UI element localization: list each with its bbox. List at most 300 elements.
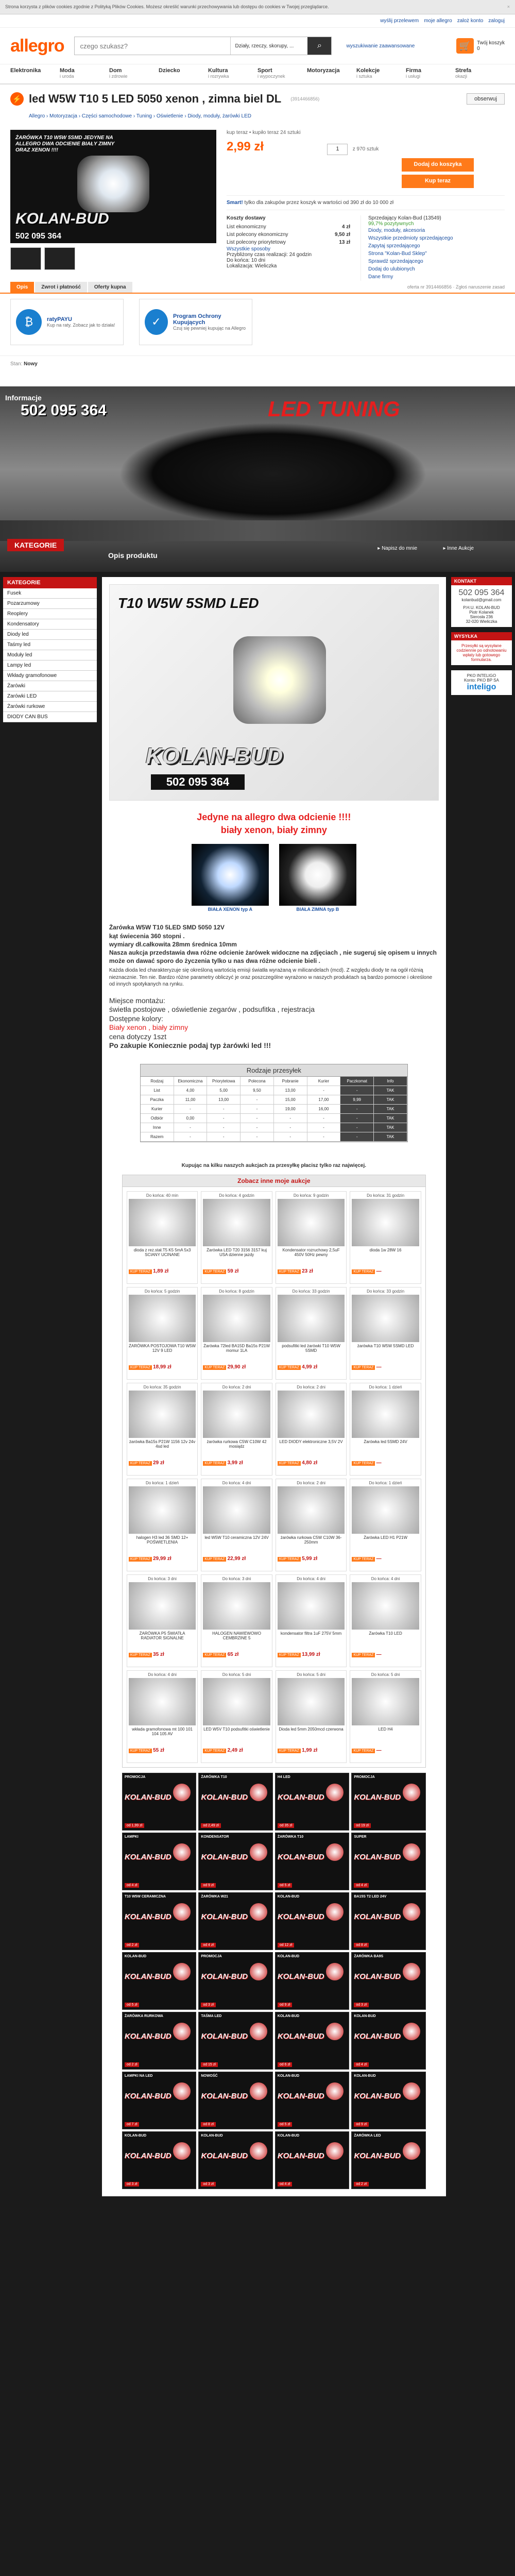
promo-auction-card[interactable] bbox=[351, 2131, 426, 2189]
brand-logo: KOLAN-BUD bbox=[354, 1912, 401, 1921]
seller-link[interactable]: Strona "Kolan-Bud Sklep" bbox=[368, 251, 427, 257]
auction-name[interactable]: podsufitki led żarówki T10 W5W 5SMD bbox=[282, 1343, 340, 1353]
auction-name[interactable]: kondensator filtra 1uF 275V 5mm bbox=[280, 1631, 342, 1636]
xenon-bulb-image bbox=[192, 844, 269, 906]
delivery-location: Lokalizacja: Wieliczka bbox=[227, 263, 277, 269]
promo-auction-label: KOLAN-BUD bbox=[277, 1954, 300, 1958]
promo-auction-card[interactable] bbox=[275, 1773, 350, 1831]
shipping-cell: - bbox=[207, 1123, 241, 1132]
buy-now-badge[interactable]: KUP TERAZ bbox=[129, 1557, 152, 1562]
auction-price: — bbox=[376, 1364, 382, 1370]
shipping-cell: Razem bbox=[141, 1132, 174, 1141]
topbar-link-login[interactable]: zaloguj bbox=[488, 18, 505, 24]
seller-name[interactable]: Sprzedający Kolan-Bud (13549) bbox=[368, 215, 441, 221]
promo-auction-card[interactable] bbox=[275, 1833, 350, 1890]
buy-now-badge[interactable]: KUP TERAZ bbox=[203, 1557, 226, 1562]
shipping-cell: Priorytetowa bbox=[207, 1077, 241, 1086]
promo-auction-price: od 5 zł bbox=[125, 2003, 140, 2007]
auction-name[interactable]: Żarówka LED H1 P21W bbox=[364, 1535, 408, 1540]
auction-name[interactable]: dioda 1w 28W 16 bbox=[369, 1247, 402, 1252]
auction-name[interactable]: Żarówka led 5SMD 24V bbox=[364, 1439, 407, 1444]
auction-price: 1,89 zł bbox=[153, 1268, 169, 1274]
auction-photo[interactable] bbox=[129, 1295, 196, 1342]
buy-now-badge[interactable]: KUP TERAZ bbox=[129, 1365, 152, 1370]
auction-photo[interactable] bbox=[278, 1199, 345, 1246]
brand-logo: KOLAN-BUD bbox=[354, 2151, 401, 2160]
auction-photo[interactable] bbox=[352, 1678, 419, 1725]
auction-card[interactable] bbox=[276, 1574, 347, 1667]
auction-card[interactable] bbox=[350, 1287, 421, 1380]
auction-name[interactable]: LED H4 bbox=[378, 1726, 393, 1732]
car-image bbox=[118, 422, 427, 526]
auction-price: 29,99 zł bbox=[153, 1555, 171, 1562]
seller-link[interactable]: Dane firmy bbox=[368, 274, 393, 280]
promo-auction-card[interactable] bbox=[351, 1833, 426, 1890]
buy-now-badge[interactable]: KUP TERAZ bbox=[129, 1269, 152, 1274]
smart-brand: Smart! bbox=[227, 200, 243, 206]
promo-auction-label: KONDENSATOR bbox=[201, 1835, 229, 1839]
seller-link[interactable]: Wszystkie przedmioty sprzedającego bbox=[368, 235, 453, 241]
promo-auction-price: od 2 zł bbox=[354, 2182, 369, 2187]
auction-price: 55 zł bbox=[153, 1747, 164, 1753]
auction-card[interactable] bbox=[127, 1479, 198, 1571]
product-photo bbox=[403, 1784, 420, 1801]
availability: z 970 sztuk bbox=[352, 146, 379, 152]
product-photo bbox=[173, 2023, 191, 2040]
main-photo[interactable] bbox=[10, 130, 216, 243]
search-icon[interactable]: ⌕ bbox=[307, 37, 331, 55]
auction-card[interactable] bbox=[350, 1574, 421, 1667]
auction-card[interactable] bbox=[127, 1287, 198, 1380]
category-kultura[interactable]: Kultura i rozrywka bbox=[208, 67, 229, 79]
promo-auction-card[interactable] bbox=[122, 1773, 197, 1831]
auction-price: 59 zł bbox=[227, 1268, 239, 1274]
promo-auction-price: od 4 zł bbox=[354, 2062, 369, 2067]
buy-now-badge[interactable]: KUP TERAZ bbox=[278, 1749, 301, 1753]
auction-card[interactable] bbox=[276, 1287, 347, 1380]
auction-price: 35 zł bbox=[153, 1651, 164, 1657]
quantity-input[interactable]: 1 bbox=[327, 144, 348, 155]
other-auctions-link[interactable]: ▸ Inne Aukcje bbox=[443, 546, 474, 551]
promo-auction-price: od 3 zł bbox=[354, 2003, 369, 2007]
shipping-cell: 19,00 bbox=[274, 1105, 307, 1113]
product-photo bbox=[173, 1784, 191, 1801]
buy-now-button[interactable]: Kup teraz bbox=[402, 175, 474, 188]
category-dziecko[interactable]: Dziecko bbox=[159, 67, 180, 74]
promo-auction-label: ŻARÓWKA LED bbox=[354, 2133, 381, 2138]
product-photo bbox=[403, 1963, 420, 1980]
shipping-cell: - bbox=[174, 1123, 208, 1132]
buy-now-badge[interactable]: KUP TERAZ bbox=[278, 1365, 301, 1370]
promo-auction-price: od 1,99 zł bbox=[125, 1823, 144, 1828]
brand-logo: KOLAN-BUD bbox=[15, 210, 109, 227]
brand-logo: KOLAN-BUD bbox=[277, 1972, 324, 1981]
buy-now-badge[interactable]: KUP TERAZ bbox=[352, 1557, 375, 1562]
shipping-cell: TAK bbox=[374, 1095, 407, 1104]
auction-name[interactable]: led W5W T10 ceramiczna 12V 24V bbox=[204, 1535, 269, 1540]
auction-photo[interactable] bbox=[352, 1486, 419, 1534]
buy-now-badge[interactable]: KUP TERAZ bbox=[278, 1653, 301, 1657]
auction-card[interactable] bbox=[276, 1191, 347, 1284]
shipping-cell: 4,00 bbox=[174, 1086, 208, 1095]
shipping-cell: - bbox=[340, 1132, 374, 1141]
brand-logo: KOLAN-BUD bbox=[124, 1912, 171, 1921]
auction-photo[interactable] bbox=[129, 1678, 196, 1725]
auction-price: 65 zł bbox=[227, 1651, 239, 1657]
auction-photo[interactable] bbox=[278, 1678, 345, 1725]
seller-category-item[interactable]: Fusek bbox=[3, 588, 97, 599]
shipping-cell: 16,00 bbox=[307, 1105, 341, 1113]
contact-address: P.H.U. KOLAN-BUD Piotr Kolanek Sierosła 236 32-020 Wieliczka bbox=[463, 605, 500, 624]
allegro-logo[interactable]: allegro bbox=[10, 36, 64, 56]
buy-now-badge[interactable]: KUP TERAZ bbox=[352, 1461, 375, 1466]
observe-button[interactable]: obserwuj bbox=[467, 93, 505, 105]
brand-logo: KOLAN-BUD bbox=[354, 1792, 401, 1802]
auction-time: Do końca: 2 dni bbox=[297, 1480, 325, 1485]
promo-buyer-protection[interactable]: ✓ Program Ochrony Kupujących Czuj się pewniej kupując na Allegro bbox=[139, 299, 252, 345]
brand-logo: KOLAN-BUD bbox=[124, 2151, 171, 2160]
shipping-cell: 9,99 bbox=[340, 1095, 374, 1104]
auction-card[interactable] bbox=[276, 1383, 347, 1476]
auction-photo[interactable] bbox=[278, 1295, 345, 1342]
auction-photo[interactable] bbox=[129, 1582, 196, 1630]
promo-auction-label: H4 LED bbox=[277, 1775, 290, 1779]
topbar-link-my-allegro[interactable]: moje allegro bbox=[424, 18, 452, 24]
auction-name[interactable]: żarówka rurkowa C5W C10W 42 mosiądz bbox=[207, 1439, 267, 1449]
auction-card[interactable] bbox=[127, 1191, 198, 1284]
seller-link[interactable]: Dodaj do ulubionych bbox=[368, 266, 415, 272]
description-body bbox=[0, 572, 515, 2201]
promo-auction-card[interactable] bbox=[351, 1952, 426, 2010]
auction-card[interactable] bbox=[201, 1287, 272, 1380]
shipping-cell: - bbox=[207, 1132, 241, 1141]
promo-auction-price: od 4 zł bbox=[125, 1883, 140, 1888]
description-content bbox=[102, 577, 446, 2196]
auction-photo[interactable] bbox=[352, 1295, 419, 1342]
auction-photo[interactable] bbox=[352, 1582, 419, 1630]
promo-auction-card[interactable] bbox=[122, 2072, 197, 2129]
promo-auction-card[interactable] bbox=[198, 2131, 273, 2189]
auction-name[interactable]: wkłada gramofonowa mt 100 101 104 105 AV bbox=[132, 1726, 193, 1736]
offer-number[interactable]: oferta nr 3914466856 · Zgłoś naruszenie zasad bbox=[407, 284, 505, 290]
auction-card[interactable] bbox=[201, 1383, 272, 1476]
delivery-more-link[interactable]: Wszystkie sposoby bbox=[227, 246, 271, 252]
seller-category-item[interactable]: Moduły led bbox=[3, 650, 97, 660]
topbar-link-transfer[interactable]: wyślij przelewem bbox=[380, 18, 419, 24]
product-photo bbox=[403, 2082, 420, 2100]
buy-now-badge[interactable]: KUP TERAZ bbox=[129, 1749, 152, 1753]
auction-name[interactable]: HALOGEN NAWIEWOWO CEMBRZINE 5 bbox=[212, 1631, 261, 1640]
promo-auction-card[interactable] bbox=[351, 1773, 426, 1831]
add-to-cart-button[interactable]: Dodaj do koszyka bbox=[402, 158, 474, 172]
buy-now-badge[interactable]: KUP TERAZ bbox=[352, 1365, 375, 1370]
buy-now-badge[interactable]: KUP TERAZ bbox=[278, 1269, 301, 1274]
promo-auction-label: ŻARÓWKA BA9S bbox=[354, 1954, 384, 1958]
auction-card[interactable] bbox=[127, 1670, 198, 1763]
auction-photo[interactable] bbox=[203, 1678, 270, 1725]
promo-auction-price: od 12 zł bbox=[278, 1943, 295, 1947]
banner-categories-button[interactable]: KATEGORIE bbox=[7, 539, 64, 551]
seller-category-item[interactable]: Pozarzumowy bbox=[3, 599, 97, 609]
category-kolekcje[interactable]: Kolekcje i sztuka bbox=[356, 67, 380, 79]
auction-price: 1,99 zł bbox=[302, 1747, 318, 1753]
promo-raty[interactable]: ₿ ratyPAYU Kup na raty. Zobacz jak to działa! bbox=[10, 299, 124, 345]
shipping-row bbox=[141, 1132, 407, 1142]
auction-price: 22,99 zł bbox=[227, 1555, 246, 1562]
spec-line: Nasza aukcja przedstawia dwa różne odcienie żarówek widoczne na zdjęciach , nie sugeruj się opisem u innych może on dawać sporo do życzenia tylko u nas dwa różne odcienie bieli . bbox=[109, 948, 437, 965]
shipping-cell: Info bbox=[374, 1077, 407, 1086]
spec-note: Każda dioda led charakteryzuje się określoną wartością emisji światła wyrażaną w milicandelach (mcd). Z względu diody te na ogół różnią nieznacznie. Ten nie. Bardzo różne parametry obliczyć je oraz poszczególne wyrażono w naszych produktach są bardzo pomocne i określone od innych spotykanych na rynku. bbox=[109, 968, 433, 988]
mounting-price: cena dotyczy 1szt bbox=[109, 1032, 167, 1041]
promo-auction-price: od 3 zł bbox=[125, 2182, 140, 2187]
auction-card[interactable] bbox=[350, 1479, 421, 1571]
auction-name[interactable]: halogen H3 led 36 SMD 12+ POŚWIETLENIA bbox=[136, 1535, 188, 1545]
auction-photo[interactable] bbox=[203, 1582, 270, 1630]
buy-now-badge[interactable]: KUP TERAZ bbox=[203, 1749, 226, 1753]
auction-price: 29,90 zł bbox=[227, 1364, 246, 1370]
delivery-end: Do końca: 10 dni bbox=[227, 258, 266, 263]
category-strefa[interactable]: Strefa okazji bbox=[455, 67, 472, 79]
seller-link[interactable]: Diody, moduły, akcesoria bbox=[368, 228, 425, 233]
auction-photo[interactable] bbox=[203, 1199, 270, 1246]
auction-name[interactable]: żarówka Ba15s P21W 1156 12v 24v 4sd led bbox=[129, 1439, 196, 1449]
shipping-box-text: Przesyłki są wysyłane codziennie po odnotowaniu wpłaty lub gotowego formularza. bbox=[456, 643, 507, 662]
tab-offers[interactable]: Oferty kupna bbox=[88, 282, 132, 293]
write-to-me-link[interactable]: ▸ Napisz do mnie bbox=[377, 546, 417, 551]
auction-photo[interactable] bbox=[129, 1199, 196, 1246]
brand-logo: KOLAN-BUD bbox=[354, 2091, 401, 2100]
auction-name[interactable]: Żarówka LED T20 3156 3157 kuj USA dzienne jazdy bbox=[207, 1247, 267, 1257]
promo-auction-price: od 4 zł bbox=[354, 1883, 369, 1888]
buy-now-badge[interactable]: KUP TERAZ bbox=[203, 1365, 226, 1370]
auction-price: — bbox=[376, 1555, 382, 1562]
auction-time: Do końca: 8 godzin bbox=[219, 1289, 254, 1294]
promo-auction-price: od 9 zł bbox=[354, 2122, 369, 2127]
product-photo bbox=[173, 2082, 191, 2100]
shipping-cell: TAK bbox=[374, 1132, 407, 1141]
thumbnail[interactable] bbox=[10, 247, 41, 270]
promo-auction-card[interactable] bbox=[275, 1952, 350, 2010]
shipping-rows bbox=[141, 1077, 407, 1142]
auction-name[interactable]: LED W5V T10 podsufitki oświetlenie bbox=[203, 1726, 270, 1732]
auction-name[interactable]: Żarówka 72led BA15D Ba15s P21W momur 1LA bbox=[203, 1343, 270, 1353]
auction-card[interactable] bbox=[350, 1383, 421, 1476]
auction-time: Do końca: 9 godzin bbox=[293, 1193, 329, 1198]
cart[interactable] bbox=[456, 38, 505, 54]
search-category-select[interactable]: Działy, rzeczy, skorupy, ... bbox=[230, 37, 307, 55]
seller-category-item[interactable]: Zarówki LED bbox=[3, 691, 97, 702]
seller-link[interactable]: Zapytaj sprzedającego bbox=[368, 243, 420, 249]
buy-now-badge[interactable]: KUP TERAZ bbox=[203, 1653, 226, 1657]
buy-now-badge[interactable]: KUP TERAZ bbox=[352, 1749, 375, 1753]
promo-auction-card[interactable] bbox=[122, 1833, 197, 1890]
brand-logo: KOLAN-BUD bbox=[201, 1792, 248, 1802]
buy-now-badge[interactable]: KUP TERAZ bbox=[129, 1653, 152, 1657]
auction-price: 4,80 zł bbox=[302, 1460, 318, 1466]
auction-name[interactable]: Dioda led 5mm 2050mcd czerwona bbox=[279, 1726, 344, 1732]
auction-card[interactable] bbox=[350, 1670, 421, 1763]
auction-name[interactable]: żarówka T10 W5W 5SMD LED bbox=[357, 1343, 414, 1348]
auction-card[interactable] bbox=[127, 1383, 198, 1476]
promo-auction-label: BA15S T2 LED 24V bbox=[354, 1894, 387, 1899]
product-photo bbox=[250, 2023, 267, 2040]
auction-photo[interactable] bbox=[352, 1391, 419, 1438]
auction-card[interactable] bbox=[201, 1574, 272, 1667]
auction-name[interactable]: Kondensator rozruchowy 2,5uF 450V 50Hz pewny bbox=[282, 1247, 340, 1257]
shipping-cell: - bbox=[241, 1105, 274, 1113]
buy-now-badge[interactable]: KUP TERAZ bbox=[129, 1461, 152, 1466]
auction-photo[interactable] bbox=[203, 1391, 270, 1438]
auction-price: — bbox=[376, 1651, 382, 1657]
shipping-cell: Inne bbox=[141, 1123, 174, 1132]
promo-auction-price: od 4 zł bbox=[278, 2182, 293, 2187]
led-bulb-image bbox=[77, 156, 149, 212]
mounting-colors: Biały xenon , biały zimny bbox=[109, 1023, 188, 1032]
promo-auction-card[interactable] bbox=[122, 1952, 197, 2010]
buy-now-badge[interactable]: KUP TERAZ bbox=[352, 1269, 375, 1274]
bolt-icon: ⚡ bbox=[10, 92, 24, 106]
auction-photo[interactable] bbox=[203, 1486, 270, 1534]
auction-name[interactable]: Żarówka T10 LED bbox=[369, 1631, 402, 1636]
promo-auction-card[interactable] bbox=[198, 1773, 273, 1831]
promo-auction-card[interactable] bbox=[198, 2072, 273, 2129]
photo-caption: ŻARÓWKA T10 W5W 5SMD JEDYNE NA ALLEGRO DWA ODCIENIE BIAŁY ZIMNY ORAZ XENON !!!! bbox=[15, 135, 115, 153]
category-moda[interactable]: Moda i uroda bbox=[60, 67, 75, 79]
seller-category-item[interactable]: Wkłady gramofonowe bbox=[3, 671, 97, 681]
auction-photo[interactable] bbox=[352, 1199, 419, 1246]
shipping-cell: 15,00 bbox=[274, 1095, 307, 1104]
topbar-link-register[interactable]: zaloż konto bbox=[457, 18, 484, 24]
auction-name[interactable]: ŻARÓWKA POSTOJOWA T10 W5W 12V 9 LED bbox=[129, 1343, 196, 1353]
promo-auction-card[interactable] bbox=[275, 1892, 350, 1950]
promo-auction-card[interactable] bbox=[275, 2131, 350, 2189]
auction-photo[interactable] bbox=[129, 1486, 196, 1534]
join-shipping-note: Kupując na kilku naszych aukcjach za przesyłkę płacisz tylko raz najwięcej. bbox=[181, 1162, 367, 1168]
promo-auction-card[interactable] bbox=[275, 2072, 350, 2129]
promo-auction-card[interactable] bbox=[351, 2012, 426, 2070]
seller-categories-header: KATEGORIE bbox=[3, 577, 97, 588]
buy-now-badge[interactable]: KUP TERAZ bbox=[203, 1461, 226, 1466]
buy-now-badge[interactable]: KUP TERAZ bbox=[278, 1557, 301, 1562]
promo-auction-card[interactable] bbox=[122, 2012, 197, 2070]
category-motoryzacja[interactable]: Motoryzacja bbox=[307, 67, 340, 74]
buy-now-badge[interactable]: KUP TERAZ bbox=[352, 1653, 375, 1657]
product-photo bbox=[326, 1843, 344, 1861]
product-image-phone: 502 095 364 bbox=[151, 774, 245, 790]
auction-photo[interactable] bbox=[129, 1391, 196, 1438]
shipping-cell: Kurier bbox=[307, 1077, 341, 1086]
auction-card[interactable] bbox=[201, 1479, 272, 1571]
auction-time: Do końca: 5 dni bbox=[371, 1672, 400, 1677]
category-elektronika[interactable]: Elektronika bbox=[10, 67, 41, 74]
promo-auction-card[interactable] bbox=[198, 2012, 273, 2070]
promo-auction-card[interactable] bbox=[351, 1892, 426, 1950]
buy-now-badge[interactable]: KUP TERAZ bbox=[203, 1269, 226, 1274]
seller-category-item[interactable]: Diody led bbox=[3, 630, 97, 640]
category-dom[interactable]: Dom i zdrowie bbox=[109, 67, 128, 79]
cart-icon[interactable]: 🛒 bbox=[456, 38, 474, 54]
auction-photo[interactable] bbox=[278, 1486, 345, 1534]
product-photo bbox=[326, 2023, 344, 2040]
auction-card[interactable] bbox=[276, 1479, 347, 1571]
auction-name[interactable]: żarówka rurkowa C5W C10W 36-250mm bbox=[280, 1535, 342, 1545]
tab-description[interactable]: Opis bbox=[10, 282, 34, 293]
auction-time: Do końca: 1 dzień bbox=[146, 1480, 179, 1485]
brand-logo: KOLAN-BUD bbox=[277, 1852, 324, 1861]
seller-category-item[interactable]: Lampy led bbox=[3, 660, 97, 671]
auction-name[interactable]: ŻARÓWKA P5 ŚWIATŁA RADIATOR SIGNALNE bbox=[139, 1631, 185, 1640]
seller-category-item[interactable]: DIODY CAN BUS bbox=[3, 712, 97, 722]
mounting-head: Miejsce montażu: bbox=[109, 996, 165, 1005]
seller-category-item[interactable]: Kondensatory bbox=[3, 619, 97, 630]
cookie-text: Strona korzysta z plików cookies zgodnie z Polityką Plików Cookies. Możesz określić warunki przechowywania lub dostępu do cookies w Twojej przeglądarce. bbox=[5, 4, 329, 9]
breadcrumb[interactable]: Allegro › Motoryzacja › Części samochodowe › Tuning › Oświetlenie › Diody, moduły, żarówki LED bbox=[0, 113, 515, 125]
category-sport[interactable]: Sport i wypoczynek bbox=[258, 67, 285, 79]
auction-time: Do końca: 1 dzień bbox=[369, 1384, 402, 1389]
advanced-search-link[interactable]: wyszukiwanie zaawansowane bbox=[346, 43, 415, 49]
search-input[interactable] bbox=[75, 37, 230, 55]
banner-led-tuning: LED TUNING bbox=[268, 397, 400, 421]
auction-card[interactable] bbox=[201, 1191, 272, 1284]
promo-auction-label: TAŚMA LED bbox=[201, 2014, 222, 2018]
promo-auction-label: KOLAN-BUD bbox=[277, 1894, 300, 1899]
category-firma[interactable]: Firma i usługi bbox=[406, 67, 421, 79]
buy-now-badge[interactable]: KUP TERAZ bbox=[278, 1461, 301, 1466]
seller-category-item[interactable]: Reoplery bbox=[3, 609, 97, 619]
shipping-cell: - bbox=[274, 1132, 307, 1141]
auction-name[interactable]: LED DIODY elektroniczne 3,5V 2V bbox=[279, 1439, 343, 1444]
promo-auction-card[interactable] bbox=[198, 1892, 273, 1950]
auction-card[interactable] bbox=[350, 1191, 421, 1284]
seller-link[interactable]: Sprawdź sprzedającego bbox=[368, 259, 423, 264]
promo-auction-card[interactable] bbox=[351, 2072, 426, 2129]
close-icon[interactable]: × bbox=[507, 4, 510, 9]
contact-mail[interactable]: kolanbud@gmail.com bbox=[461, 598, 502, 602]
auction-photo[interactable] bbox=[278, 1582, 345, 1630]
auction-time: Do końca: 5 dni bbox=[297, 1672, 325, 1677]
product-photo bbox=[250, 1963, 267, 1980]
promo-auction-price: od 15 zł bbox=[201, 2062, 218, 2067]
auction-time: Do końca: 4 godzin bbox=[219, 1193, 254, 1198]
shipping-cell: - bbox=[307, 1086, 341, 1095]
auction-photo[interactable] bbox=[203, 1295, 270, 1342]
search-bar bbox=[74, 37, 332, 55]
promo-auction-card[interactable] bbox=[122, 2131, 197, 2189]
banner-description-label: Opis produktu bbox=[108, 551, 158, 560]
header bbox=[0, 28, 515, 64]
seller-category-item[interactable]: Taśmy led bbox=[3, 640, 97, 650]
promo-auction-card[interactable] bbox=[198, 1833, 273, 1890]
auction-card[interactable] bbox=[201, 1670, 272, 1763]
promo-auction-card[interactable] bbox=[275, 2012, 350, 2070]
param-item: Stan: Nowy bbox=[10, 361, 38, 367]
auction-card[interactable] bbox=[127, 1574, 198, 1667]
auction-card[interactable] bbox=[276, 1670, 347, 1763]
brand-logo: KOLAN-BUD bbox=[354, 2031, 401, 2041]
seller-category-item[interactable]: Żarówki rurkowe bbox=[3, 702, 97, 712]
mounting-info bbox=[109, 996, 439, 1050]
tab-returns[interactable]: Zwrot i płatność bbox=[35, 282, 87, 293]
promo-auction-card[interactable] bbox=[122, 1892, 197, 1950]
promo-auction-card[interactable] bbox=[198, 1952, 273, 2010]
seller-rating: 99,7% pozytywnych bbox=[368, 221, 414, 227]
auction-photo[interactable] bbox=[278, 1391, 345, 1438]
thumbnail[interactable] bbox=[44, 247, 75, 270]
shipping-cell: Kurier bbox=[141, 1105, 174, 1113]
seller-category-item[interactable]: Żarówki bbox=[3, 681, 97, 691]
auction-name[interactable]: dioda z rez.stał.T5 K5 5mA 5x3 SCIANY UCINANE bbox=[133, 1247, 191, 1257]
shipping-cell: TAK bbox=[374, 1105, 407, 1113]
